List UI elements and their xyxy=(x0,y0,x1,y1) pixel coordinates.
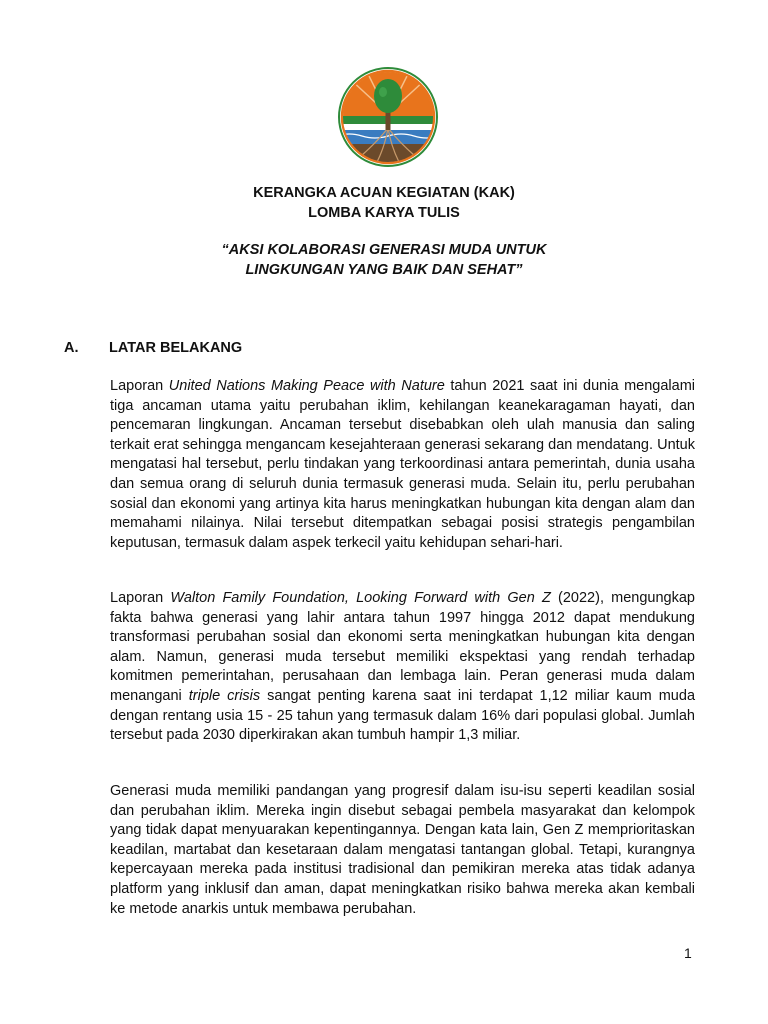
page-number: 1 xyxy=(684,945,692,961)
ministry-emblem-icon xyxy=(337,66,439,168)
document-subtitle: “AKSI KOLABORASI GENERASI MUDA UNTUK xyxy=(221,242,547,258)
paragraph-1-italic: United Nations Making Peace with Nature xyxy=(168,378,445,394)
paragraph-2-italic: Walton Family Foundation, Looking Forward with Gen Z xyxy=(170,590,551,606)
document-title-line2: LOMBA KARYA TULIS xyxy=(308,205,460,221)
paragraph-1-text-b: tahun 2021 saat ini dunia mengalami tiga ancaman utama yaitu perubahan iklim, kehilangan keanekaragaman hayati, dan pencemaran lingkungan. Ancaman tersebut disebabkan oleh ulah manusia dan saling terkait erat sehingga mengancam kesejahteraan generasi sekarang dan mendatang. Untuk mengatasi hal tersebut, perlu tindakan yang terkoordinasi antara pemerintah, dunia usaha dan semua orang di seluruh dunia termasuk generasi muda. Selain itu, perlu perubahan sosial dan ekonomi yang artinya kita harus meningkatkan hubungan kita dengan alam dan memahami nilainya. Nilai tersebut ditempatkan sebagai posisi strategis pengambilan keputusan, termasuk dalam aspek terkecil yaitu kehidupan sehari-hari. xyxy=(110,378,696,551)
section-heading xyxy=(64,338,242,358)
paragraph-2-italic-2: triple crisis xyxy=(188,687,261,704)
paragraph-2-text-a: Laporan xyxy=(110,590,171,606)
paragraph-2-text-c: sangat penting karena saat ini terdapat 1,12 miliar kaum muda dengan rentang usia 15 - 25 tahun yang termasuk dalam 16% dari populasi global. Jumlah tersebut pada 2030 diperkirakan akan tumbuh hampir 1,3 miliar. xyxy=(110,687,696,744)
paragraph-2 xyxy=(110,589,695,746)
paragraph-1-text-a: Laporan xyxy=(110,378,169,394)
document-subtitle-line2: LINGKUNGAN YANG BAIK DAN SEHAT” xyxy=(245,262,523,278)
section-letter: A. xyxy=(64,340,79,356)
document-title: KERANGKA ACUAN KEGIATAN (KAK) xyxy=(253,185,515,201)
paragraph-3: Generasi muda memiliki pandangan yang progresif dalam isu-isu seperti keadilan sosial dan perubahan iklim. Mereka ingin disebut sebagai pembela masyarakat dan kelompok yang tidak dapat menyuarakan kepentingannya. Dengan kata lain, Gen Z memprioritaskan keadilan, martabat dan kesetaraan dalam mengatasi tantangan global. Tetapi, kurangnya kepercayaan mereka pada institusi tradisional dan pemikiran mereka atas tidak adanya platform yang inklusif dan aman, dapat meningkatkan risiko bahwa mereka akan kembali ke metode anarkis untuk membawa perubahan. xyxy=(110,783,695,917)
paragraph-1 xyxy=(110,377,695,553)
section-title: LATAR BELAKANG xyxy=(109,340,243,356)
paragraph-2-text-b: (2022), mengungkap fakta bahwa generasi yang lahir antara tahun 1997 hingga 2012 dapat mendukung transformasi perubahan sosial dan ekonomi serta meningkatkan hubungan kita dengan alam. Namun, generasi muda tersebut memiliki ekspektasi yang rendah terhadap komitmen pemerintahan, perusahaan dan lembaga lain. Peran generasi muda dalam menangani xyxy=(110,590,695,704)
